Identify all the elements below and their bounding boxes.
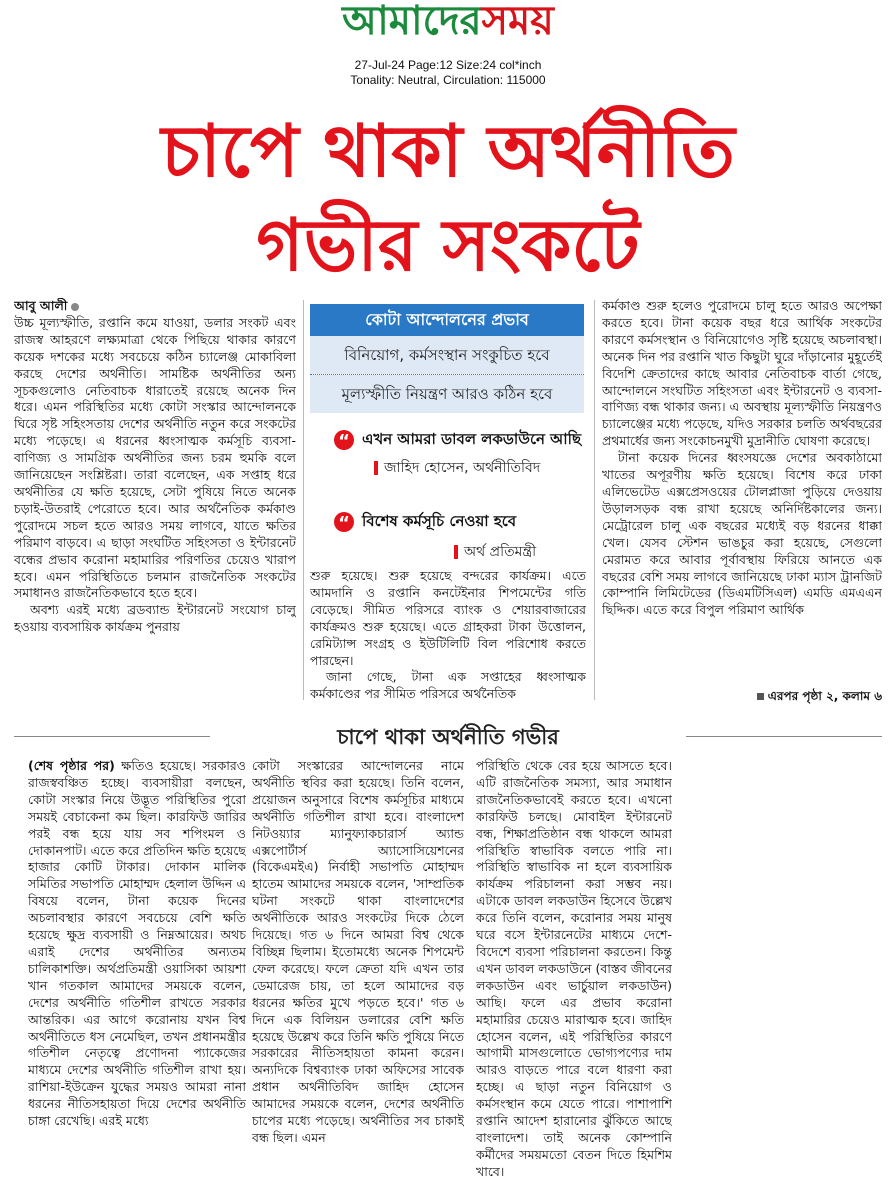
- quote-2: [334, 510, 584, 564]
- continuation-title: চাপে থাকা অর্থনীতি গভীর: [337, 725, 559, 749]
- column-divider: [594, 300, 595, 700]
- author-byline: আবু আলী: [14, 298, 79, 313]
- infobox-item-2: মূল্যস্ফীতি নিয়ন্ত্রণ আরও কঠিন হবে: [310, 375, 584, 413]
- continuation-column-2: [252, 758, 464, 1182]
- article-col1-text: উচ্চ মূল্যস্ফীতি, রপ্তানি কমে যাওয়া, ডলার সংকট এবং রাজস্ব আহরণে লক্ষ্যমাত্রা থেকে পিছিয়ে থাকার কারণে কয়েক দশকের মধ্যে সবচেয়ে কঠিন চ্যালেঞ্জ মোকাবিলা করছে দেশের অর্থনীতি। সামষ্টিক অর্থনীতির অন্য সূচকগুলোও নেতিবাচক ধারাতেই রয়েছে অনেক দিন ধরে। এমন পরিস্থিতির মধ্যে কোটা সংস্কার আন্দোলনকে ঘিরে সৃষ্ট সহিংসতায় দেশের অর্থনীতি নতুন করে সংকটের মধ্যে পড়েছে। এ ধরনের ধ্বংসাত্মক কর্মসূচি ব্যবসা-বাণিজ্য ও সামগ্রিক অর্থনীতির জন্য চরম হুমকি বলে জানিয়েছেন সংশ্লিষ্টরা। তারা বলেছেন, এক সপ্তাহ ধরে অর্থনীতির যে ক্ষতি হয়েছে, সেটা পুষিয়ে নিতে অনেক চড়াই-উতরাই পেরোতে হবে। আর অর্থনৈতিক কর্মকাণ্ড পুরোদমে সচল হতে আরও সময় লাগবে, যাতে ক্ষতির পরিমাণ বাড়বে। এ ছাড়া সংঘটিত সহিংসতা ও ইন্টারনেট বন্ধের প্রভাব করোনা মহামারির পরিণতির চেয়েও খারাপ হবে। এমন পরিস্থিতিতে চলমান রাজনৈতিক সংকটের সমাধানও রাজনৈতিকভাবে হতে হবে।: [14, 314, 296, 601]
- attribution-bar-icon: [454, 545, 458, 559]
- clipping-meta-line-2: Tonality: Neutral, Circulation: 115000: [350, 73, 546, 87]
- quote-mark-icon: “: [334, 512, 354, 532]
- attribution-bar-icon: [374, 461, 378, 475]
- logo-part-1: আমাদের: [342, 0, 482, 44]
- clipping-meta-line-1: 27-Jul-24 Page:12 Size:24 col*inch: [354, 58, 542, 72]
- article-col3b-text: টানা কয়েক দিনের ধ্বংসযজ্ঞে দেশের অবকাঠামো খাতের অপূরণীয় ক্ষতি হয়েছে। বিশেষ করে ঢাকা এলিভেটেড এক্সপ্রেসওয়ের টোলপ্লাজা পুড়িয়ে দেওয়ায় উড়ালসড়ক বন্ধ রাখা হয়েছে অনির্দিষ্টকালের জন্য। মেট্রোরেল চালু এক বছরের মধ্যেই বড় ধরনের ধাক্কা খেল। যেসব স্টেশন ভাঙচুর করা হয়েছে, সেগুলো মেরামত করে আবার পূর্বাবস্থায় ফিরিয়ে আনতে এক বছরের বেশি সময় লাগবে জানিয়েছে ঢাকা ম্যাস ট্রানজিট কোম্পানি লিমিটেডের (ডিএমটিসিএল) এমডি এমএএন ছিদ্দিক। এতে করে বিপুল পরিমাণ আর্থিক: [602, 450, 882, 618]
- quote-1-attribution: জাহিদ হোসেন, অর্থনীতিবিদ: [374, 456, 584, 480]
- section-rule-left: [14, 736, 210, 737]
- continuation-col3-text: পরিস্থিতি থেকে বের হয়ে আসতে হবে। এটি রাজনৈতিক সমস্যা, আর সমাধান রাজনৈতিকভাবেই করতে হবে। এখনো কারফিউ চলছে। মোবাইল ইন্টারনেট বন্ধ, শিক্ষাপ্রতিষ্ঠান বন্ধ থাকলে আমরা পরিস্থিতি স্বাভাবিক বলতে পারি না। পরিস্থিতি স্বাভাবিক না হলে ব্যবসায়িক কার্যক্রম পরিচালনা করা সম্ভব নয়। এটাকে ডাবল লকডাউন হিসেবে উল্লেখ করে তিনি বলেন, করোনার সময় মানুষ ঘরে বসে ইন্টারনেটের মাধ্যমে দেশে-বিদেশে ব্যবসা পরিচালনা করতেন। কিন্তু এখন ডাবল লকডাউনে (বাস্তব জীবনের লকডাউন এবং ভার্চুয়াল লকডাউন) আছি। ফলে এর প্রভাব করোনা মহামারির চেয়েও মারাত্মক হবে। জাহিদ হোসেন বলেন, এই পরিস্থিতির কারণে আগামী মাসগুলোতে ভোগ্যপণ্যের দাম আরও বাড়তে পারে বলে ধারণা করা হচ্ছে। এ ছাড়া নতুন বিনিয়োগ ও কর্মসংস্থান কমে যেতে পারে। পাশাপাশি রপ্তানি আদেশ হারানোর ঝুঁকিতে আছে বাংলাদেশ। তাই অনেক কোম্পানি কর্মীদের সময়মতো বেতন দিতে হিমশিম খাবে।: [476, 758, 672, 1179]
- article-col3-text: কর্মকাণ্ড শুরু হলেও পুরোদমে চালু হতে আরও অপেক্ষা করতে হবে। টানা কয়েক বছর ধরে আর্থিক সংকটের কারণে কর্মসংস্থান ও বিনিয়োগেও সৃষ্টি হয়েছে অচলাবস্থা। অনেক দিন পর রপ্তানি খাত কিছুটা ঘুরে দাঁড়ানোর মুহূর্তেই বিদেশি ক্রেতাদের কাছে আবার নেতিবাচক বার্তা গেছে, আন্দোলনে সংঘটিত সহিংসতা এবং ইন্টারনেট ও ব্যবসা-বাণিজ্য বন্ধ থাকার জন্য। এ অবস্থায় মূল্যস্ফীতি নিয়ন্ত্রণও চ্যালেঞ্জের মধ্যে পড়েছে, যদিও সরকার চলতি অর্থবছরের প্রথমার্ধের জন্য সংকোচনমুখী মুদ্রানীতি ঘোষণা করেছে।: [602, 298, 882, 449]
- continuation-col1-text: ক্ষতিও হয়েছে। সরকারও রাজস্ববঞ্চিত হচ্ছে। ব্যবসায়ীরা বলছেন, কোটা সংস্কার নিয়ে উদ্ভূত পরিস্থিতির পুরো সময়ই বেচাকেনা কম ছিল। কারফিউ জারির পরই বন্ধ হয়ে যায় সব শপিংমল ও দোকানপাট। এতে করে প্রতিদিন ক্ষতি হয়েছে হাজার কোটি টাকার। দোকান মালিক সমিতির সভাপতি মোহাম্মদ হেলাল উদ্দিন এ বিষয়ে বলেন, টানা কয়েক দিনের অচলাবস্থার কারণে সবচেয়ে বেশি ক্ষতি হয়েছে ক্ষুদ্র ব্যবসায়ী ও নিম্নআয়ের। অথচ এরাই দেশের অর্থনীতির অন্যতম চালিকাশক্তি। অর্থপ্রতিমন্ত্রী ওয়াসিকা আয়শা খান গতকাল আমাদের সময়কে বলেন, দেশের অর্থনীতি গতিশীল রাখতে সরকার আন্তরিক। এর আগে করোনায় যখন বিশ্ব অর্থনীতিতে ধস নেমেছিল, তখন প্রধানমন্ত্রীর গতিশীল নেতৃত্বে প্রণোদনা প্যাকেজের মাধ্যমে দেশের অর্থনীতি গতিশীল রাখা হয়। রাশিয়া-ইউক্রেন যুদ্ধের সময়ও আমরা নানা ধরনের নীতিসহায়তা দিয়ে দেশের অর্থনীতি চাঙ্গা রেখেছি। এরই মধ্যে: [28, 758, 246, 1129]
- square-bullet-icon: [757, 693, 764, 700]
- headline-line-1: চাপে থাকা অর্থনীতি: [161, 109, 735, 193]
- newspaper-logo: [0, 0, 896, 44]
- bullet-icon: [71, 303, 79, 311]
- article-column-1: [14, 298, 296, 702]
- continuation-column-3: [476, 758, 672, 1182]
- impact-infobox: [310, 304, 584, 413]
- continued-note: এরপর পৃষ্ঠা ২, কলাম ৬: [602, 688, 882, 708]
- article-col2b-text: জানা গেছে, টানা এক সপ্তাহের ধ্বংসাত্মক কর্মকাণ্ডের পর সীমিত পরিসরে অর্থনৈতিক: [310, 669, 586, 702]
- quote-2-text: বিশেষ কর্মসূচি নেওয়া হবে: [362, 512, 517, 530]
- quote-1-text: এখন আমরা ডাবল লকডাউনে আছি: [362, 430, 582, 448]
- quote-mark-icon: “: [334, 430, 354, 450]
- logo-part-2: সময়: [481, 0, 554, 44]
- continuation-col2-text: কোটা সংস্কারের আন্দোলনের নামে অর্থনীতি স্থবির করা হয়েছে। তিনি বলেন, প্রয়োজন অনুসারে বিশেষ কর্মসূচির মাধ্যমে অর্থনীতি গতিশীল রাখা হবে। বাংলাদেশ নিটওয়্যার ম্যানুফ্যাকচারার্স অ্যান্ড এক্সপোর্টার্স অ্যাসোসিয়েশনের (বিকেএমইএ) নির্বাহী সভাপতি মোহাম্মদ হাতেম আমাদের সময়কে বলেন, 'সাম্প্রতিক ঘটনা সংকটে থাকা বাংলাদেশের অর্থনীতিকে আরও সংকটের দিকে ঠেলে দিয়েছে। গত ৬ দিনে আমরা বিশ্ব থেকে বিচ্ছিন্ন ছিলাম। ইতোমধ্যে অনেক শিপমেন্ট ফেল করেছে। ফলে ক্রেতা যদি এখন তার ডেমারেজ চায়, তা হলে আমাদের বড় ধরনের ক্ষতির মুখে পড়তে হবে।' গত ৬ দিনে এক বিলিয়ন ডলারের বেশি ক্ষতি হয়েছে উল্লেখ করে তিনি ক্ষতি পুষিয়ে নিতে সরকারের নীতিসহায়তা কামনা করেন। অন্যদিকে বিশ্বব্যাংক ঢাকা অফিসের সাবেক প্রধান অর্থনীতিবিদ জাহিদ হোসেন আমাদের সময়কে বলেন, দেশের অর্থনীতি চাপের মধ্যে পড়েছে। অর্থনীতির সব চাকাই বন্ধ ছিল। এমন: [252, 758, 464, 1145]
- quote-1: [334, 428, 584, 480]
- article-column-2: [310, 568, 586, 702]
- quote-2-attribution: অর্থ প্রতিমন্ত্রী: [454, 540, 584, 564]
- article-col1b-text: অবশ্য এরই মধ্যে ব্রডব্যান্ড ইন্টারনেট সংযোগ চালু হওয়ায় ব্যবসায়িক কার্যক্রম পুনরায়: [14, 602, 296, 635]
- continuation-lead: (শেষ পৃষ্ঠার পর): [28, 758, 115, 773]
- infobox-title: কোটা আন্দোলনের প্রভাব: [310, 304, 584, 336]
- column-divider: [303, 300, 304, 700]
- infobox-item-1: বিনিয়োগ, কর্মসংস্থান সংকুচিত হবে: [310, 336, 584, 374]
- article-column-3: [602, 298, 882, 688]
- section-rule-right: [686, 736, 882, 737]
- headline-line-2: গভীর সংকটে: [256, 203, 640, 287]
- continuation-column-1: [28, 758, 246, 1182]
- article-col2-text: শুরু হয়েছে। শুরু হয়েছে বন্দরের কার্যক্রম। এতে আমদানি ও রপ্তানি কনটেইনার শিপমেন্টের গতি বেড়েছে। সীমিত পরিসরে ব্যাংক ও শেয়ারবাজারের কার্যক্রমও শুরু হয়েছে। এতে গ্রাহকরা টাকা উত্তোলন, রেমিট্যান্স সংগ্রহ ও ইউটিলিটি বিল পরিশোধ করতে পারছেন।: [310, 568, 586, 668]
